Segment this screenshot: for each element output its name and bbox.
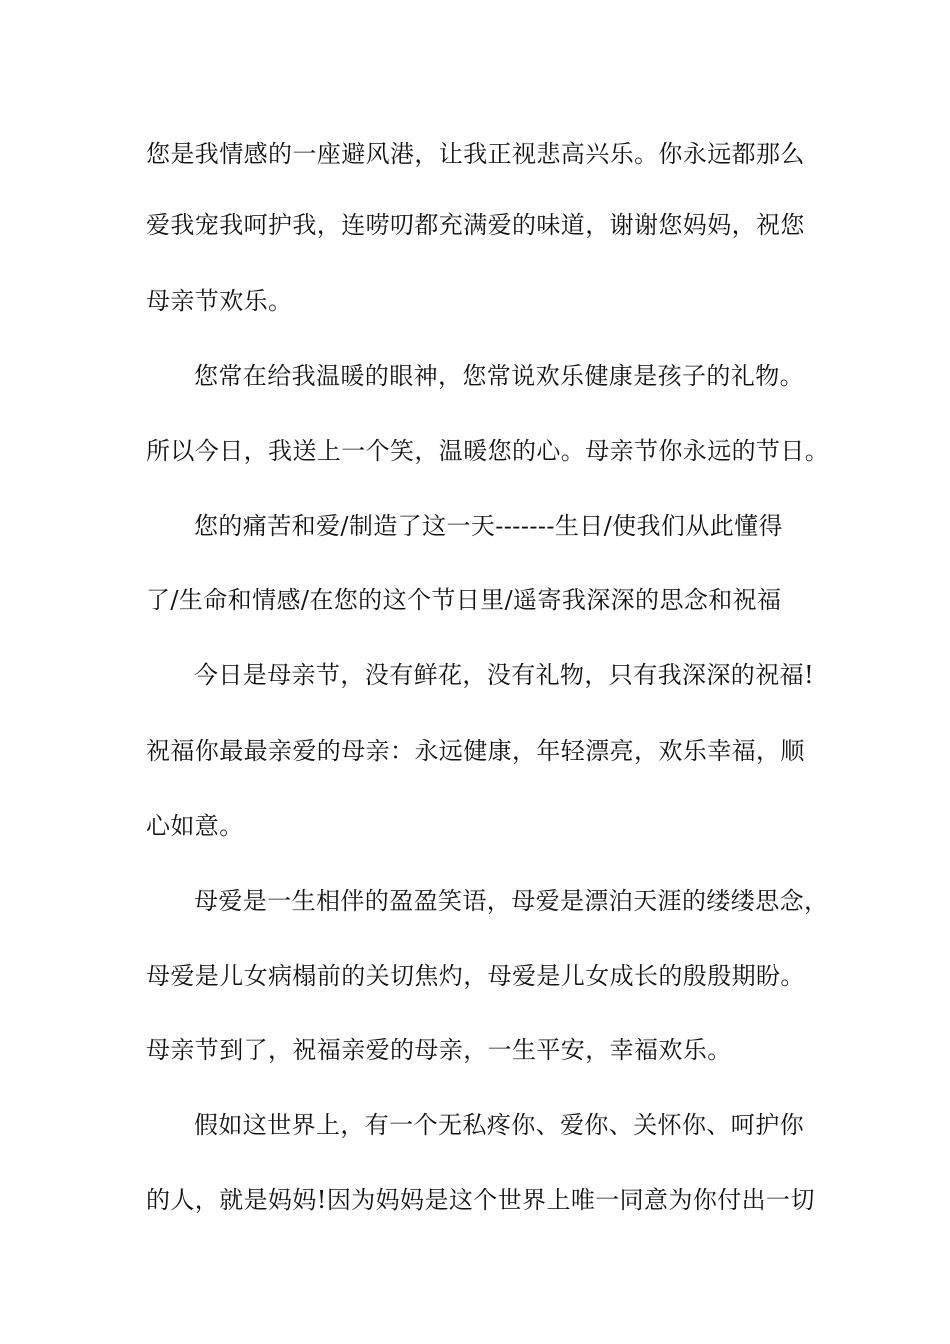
text-line: 母爱是一生相伴的盈盈笑语，母爱是漂泊天涯的缕缕思念， [194,887,829,915]
text-line: 您是我情感的一座避风港，让我正视悲高兴乐。你永远都那么 [146,140,805,168]
text-line: 母爱是儿女病榻前的关切焦灼，母爱是儿女成长的殷殷期盼。 [146,962,805,990]
text-line: 今日是母亲节，没有鲜花，没有礼物，只有我深深的祝福! [194,661,815,689]
text-line: 祝福你最最亲爱的母亲：永远健康，年轻漂亮，欢乐幸福，顺 [146,737,805,765]
text-line: 的人，就是妈妈!因为妈妈是这个世界上唯一同意为你付出一切 [146,1186,815,1214]
text-line: 母亲节欢乐。 [146,287,293,315]
text-line: 您的痛苦和爱/制造了这一天-------生日/使我们从此懂得 [194,512,783,540]
text-line: 心如意。 [146,812,244,840]
text-line: 所以今日，我送上一个笑，温暖您的心。母亲节你永远的节日。 [146,437,830,465]
text-line: 假如这世界上，有一个无私疼你、爱你、关怀你、呵护你 [194,1111,804,1139]
text-line: 您常在给我温暖的眼神，您常说欢乐健康是孩子的礼物。 [194,362,804,390]
text-line: 爱我宠我呵护我，连唠叨都充满爱的味道，谢谢您妈妈，祝您 [146,211,805,239]
text-line: 母亲节到了，祝福亲爱的母亲，一生平安，幸福欢乐。 [146,1036,732,1064]
text-line: 了/生命和情感/在您的这个节日里/遥寄我深深的思念和祝福 [146,586,782,614]
